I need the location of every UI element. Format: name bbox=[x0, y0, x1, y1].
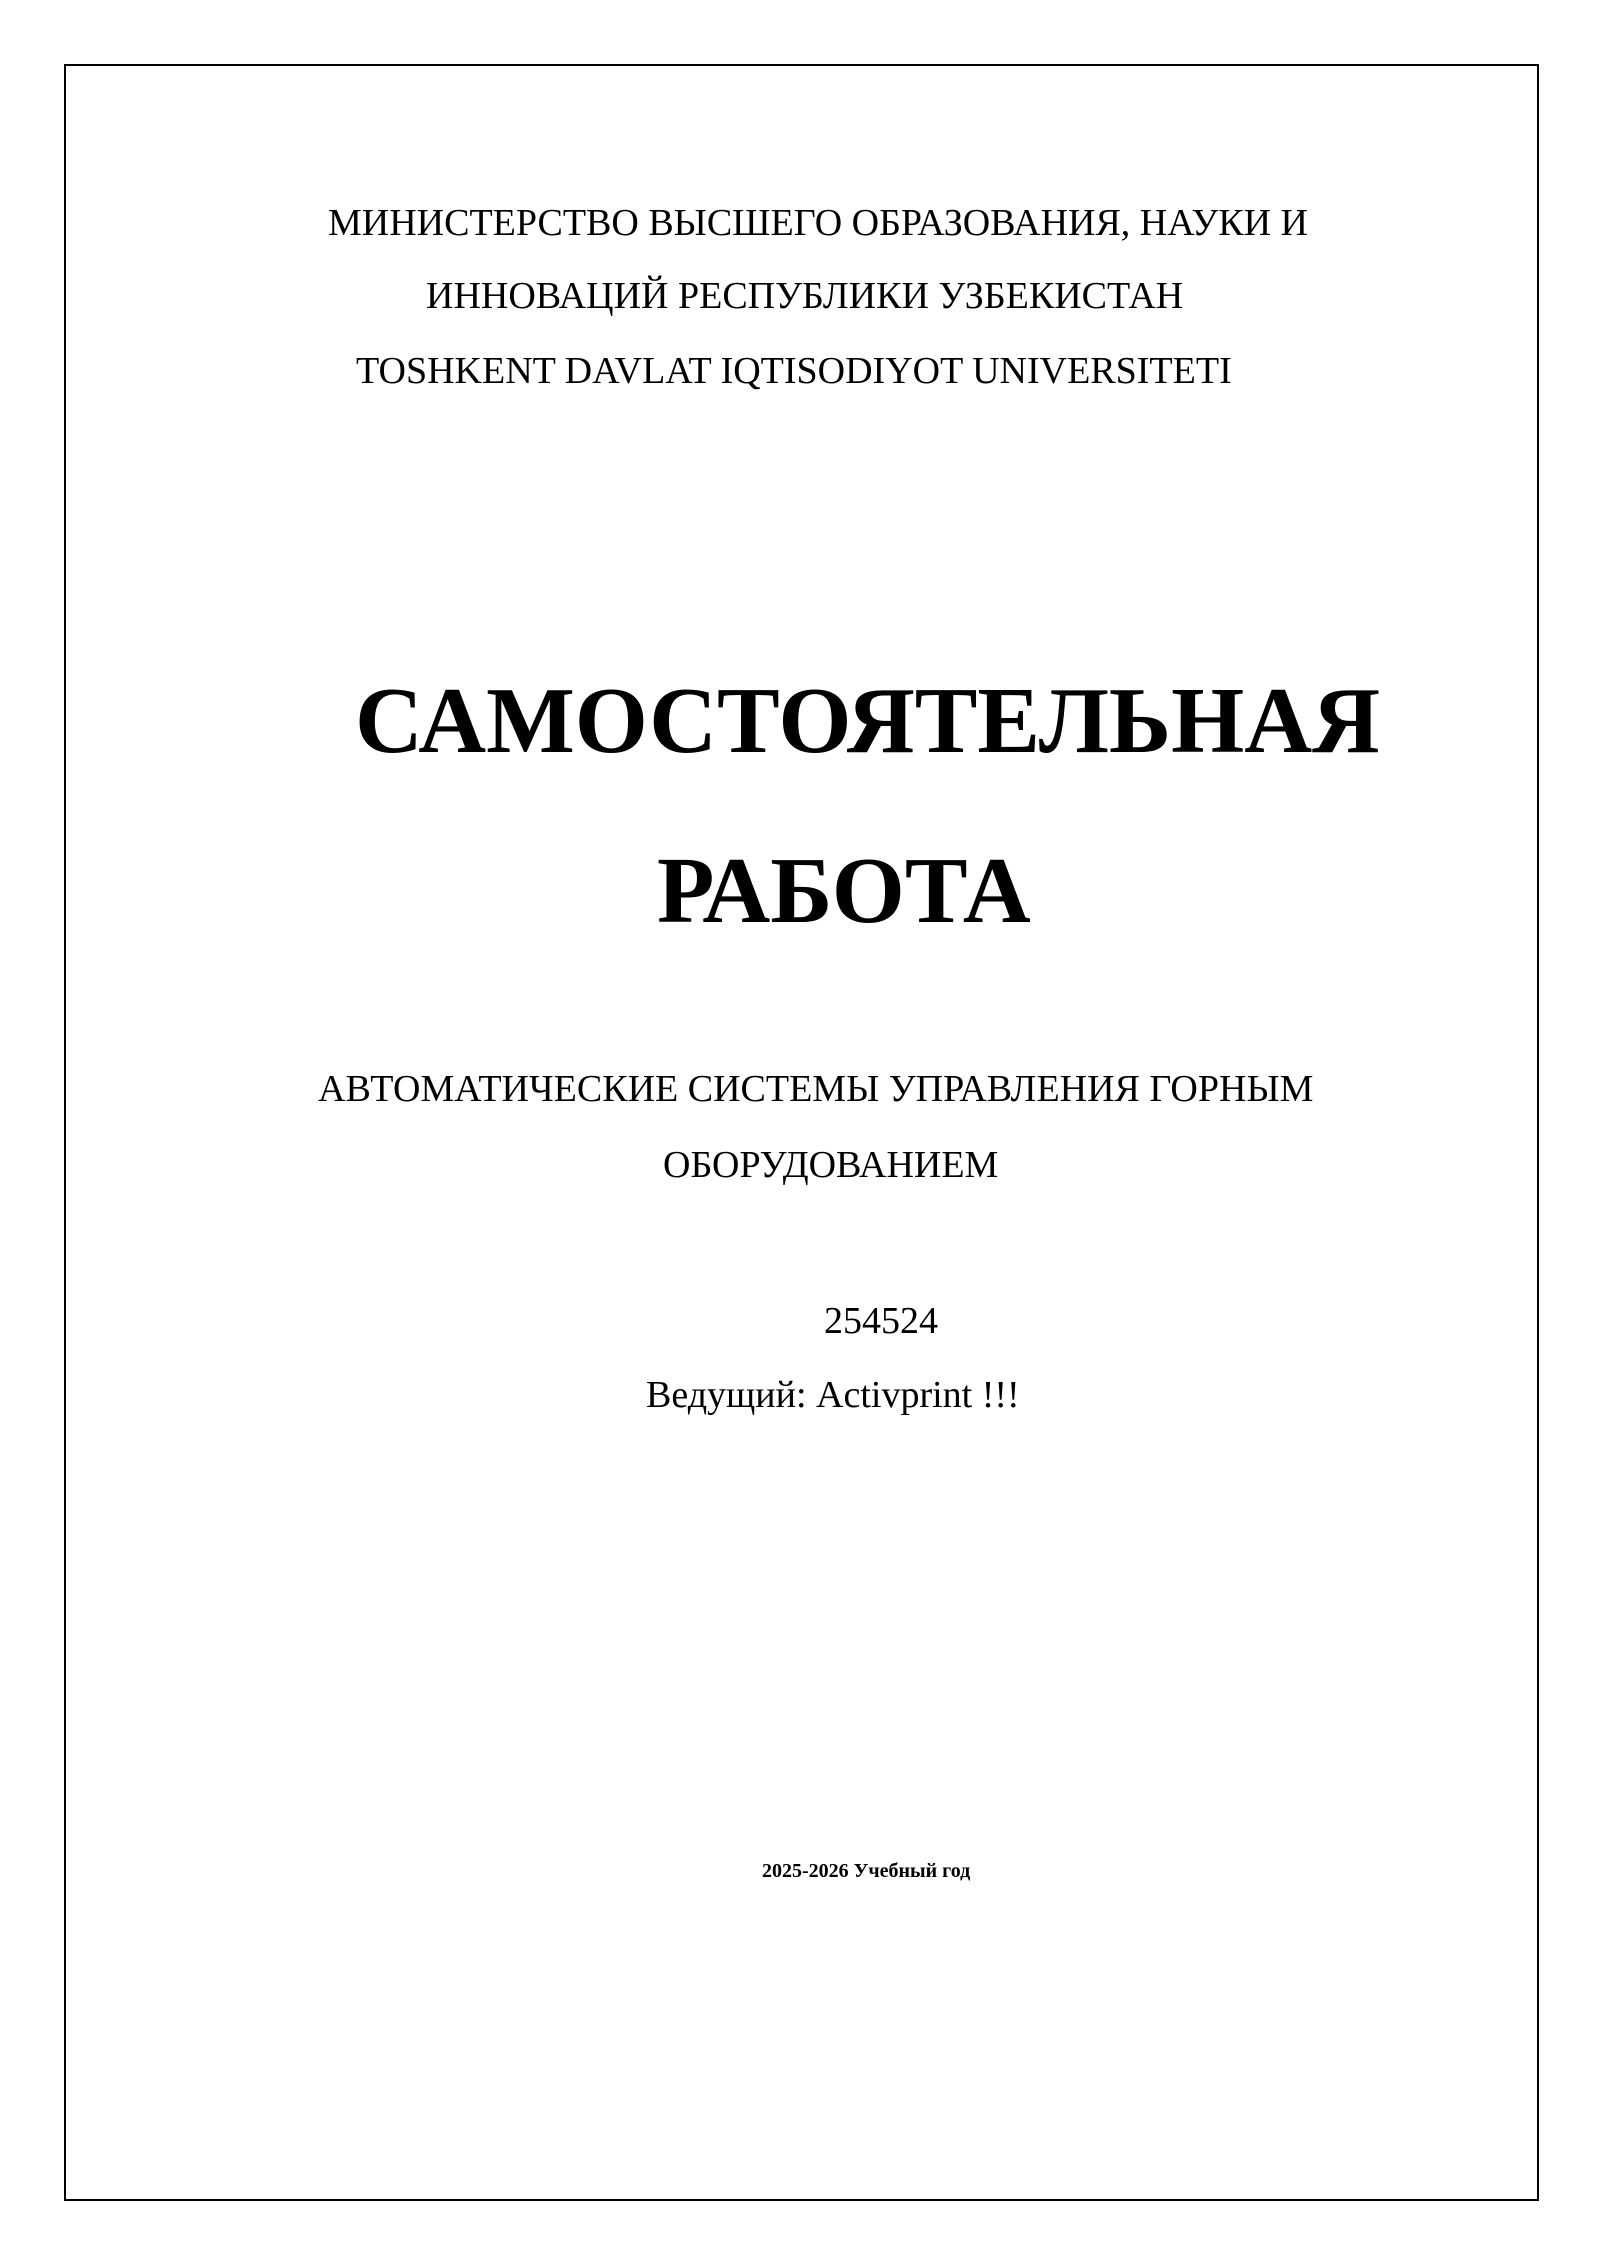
ministry-name-line-2: ИННОВАЦИЙ РЕСПУБЛИКИ УЗБЕКИСТАН bbox=[426, 275, 1184, 317]
subject-title-line-1: АВТОМАТИЧЕСКИЕ СИСТЕМЫ УПРАВЛЕНИЯ ГОРНЫМ bbox=[318, 1068, 1314, 1110]
subject-title-line-2: ОБОРУДОВАНИЕМ bbox=[663, 1144, 999, 1186]
leader-name: Ведущий: Activprint !!! bbox=[646, 1374, 1020, 1416]
document-title-line-1: САМОСТОЯТЕЛЬНАЯ bbox=[355, 669, 1380, 773]
document-title-line-2: РАБОТА bbox=[657, 839, 1031, 943]
academic-year: 2025-2026 Учебный год bbox=[762, 1860, 971, 1882]
university-name: TOSHKENT DAVLAT IQTISODIYOT UNIVERSITETI bbox=[356, 350, 1232, 392]
ministry-name-line-1: МИНИСТЕРСТВО ВЫСШЕГО ОБРАЗОВАНИЯ, НАУКИ И bbox=[328, 202, 1308, 244]
document-code: 254524 bbox=[824, 1300, 938, 1342]
